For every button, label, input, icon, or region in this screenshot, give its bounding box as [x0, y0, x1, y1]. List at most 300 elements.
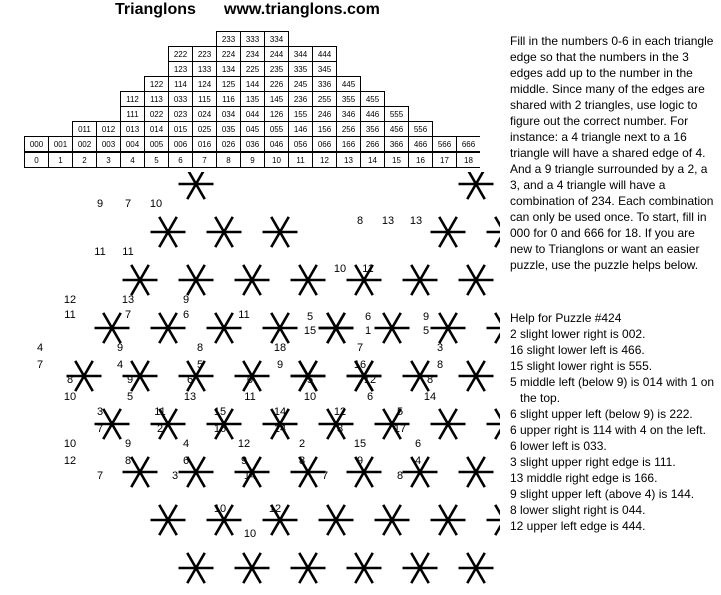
clue-number: 10	[149, 198, 163, 210]
clue-number: 4	[36, 342, 44, 354]
clue-number: 3	[436, 342, 444, 354]
combo-cell	[217, 62, 241, 77]
help-hint: 2 slight lower right is 002.	[510, 327, 646, 341]
sum-cell	[289, 153, 313, 168]
combo-value: 226	[269, 80, 284, 89]
combo-cell	[289, 92, 313, 107]
combo-value: 146	[293, 125, 308, 134]
clue-number: 5	[306, 374, 314, 386]
clue-number: 9	[276, 359, 284, 371]
sum-cell	[145, 153, 169, 168]
combo-cell	[145, 92, 169, 107]
sum-cell	[385, 153, 409, 168]
clue-number: 12	[237, 438, 251, 450]
combo-value: 466	[413, 140, 428, 149]
combo-value: 113	[150, 95, 163, 104]
combo-value: 000	[29, 140, 44, 149]
combo-value: 266	[365, 140, 380, 149]
clue-number: 16	[213, 423, 227, 435]
combo-value: 233	[221, 35, 236, 44]
clue-number: 14	[423, 391, 437, 403]
clue-number: 14	[273, 406, 287, 418]
clue-number: 3	[96, 406, 104, 418]
combo-value: 046	[269, 140, 284, 149]
combo-cell	[361, 92, 385, 107]
sum-cell	[97, 153, 121, 168]
combo-value: 156	[317, 125, 332, 134]
combo-value: 225	[245, 65, 260, 74]
combo-value: 055	[269, 125, 284, 134]
lattice-vertex	[180, 266, 212, 294]
combo-value: 035	[221, 125, 236, 134]
combo-cell	[121, 137, 145, 152]
lattice-vertex	[460, 172, 492, 198]
help-hint: 3 slight upper right edge is 111.	[510, 455, 676, 469]
clue-number: 9	[240, 455, 248, 467]
combo-cell	[25, 137, 49, 152]
combo-value: 014	[149, 125, 164, 134]
combo-value: 456	[389, 125, 404, 134]
combo-value: 245	[293, 80, 308, 89]
clue-number: 9	[124, 438, 132, 450]
combo-cell	[169, 107, 193, 122]
combo-cell	[337, 107, 361, 122]
combo-value: 016	[197, 140, 212, 149]
combo-cell	[193, 62, 217, 77]
lattice-vertex	[432, 218, 464, 246]
lattice-vertex	[180, 172, 212, 198]
combo-value: 015	[173, 125, 188, 134]
site-url: www.trianglons.com	[224, 1, 380, 18]
combo-value: 001	[53, 140, 68, 149]
clue-number: 8	[124, 455, 132, 467]
clue-number: 11	[362, 263, 374, 275]
clue-number: 18	[273, 342, 287, 354]
combo-cell	[241, 107, 265, 122]
combo-cell	[121, 122, 145, 137]
lattice-vertex	[376, 506, 408, 534]
sum-value: 4	[130, 156, 135, 165]
lattice-vertex	[236, 266, 268, 294]
combo-cell	[313, 62, 337, 77]
clue-number: 11	[154, 406, 166, 418]
lattice-vertex	[488, 314, 500, 342]
combo-value: 235	[269, 65, 284, 74]
sum-value: 14	[368, 156, 377, 165]
combo-cell	[313, 107, 337, 122]
combo-cell	[169, 47, 193, 62]
lattice-vertex	[460, 266, 492, 294]
combo-cell	[337, 92, 361, 107]
clue-number: 8	[436, 359, 444, 371]
combo-cell	[145, 107, 169, 122]
clue-number: 8	[396, 470, 404, 482]
lattice-vertex	[488, 218, 500, 246]
lattice-vertex	[432, 314, 464, 342]
combination-reference-table	[24, 31, 480, 168]
clue-number: 13	[409, 215, 423, 227]
combo-cell	[193, 47, 217, 62]
combo-value: 036	[245, 140, 260, 149]
help-hint: 8 lower slight right is 044.	[510, 503, 646, 517]
combo-value: 256	[341, 125, 356, 134]
clue-number: 9	[356, 455, 364, 467]
clue-number: 11	[122, 246, 134, 258]
combo-value: 144	[245, 80, 260, 89]
combo-value: 334	[269, 35, 284, 44]
combo-cell	[313, 47, 337, 62]
combo-cell	[217, 47, 241, 62]
lattice-vertex	[292, 458, 324, 486]
combo-cell	[121, 107, 145, 122]
combo-value: 013	[125, 125, 140, 134]
clue-number: 5	[196, 359, 204, 371]
combo-cell	[265, 32, 289, 47]
sum-cell	[121, 153, 145, 168]
combo-cell	[313, 122, 337, 137]
combo-cell	[241, 137, 265, 152]
sum-cell	[241, 153, 265, 168]
combo-value: 222	[173, 50, 188, 59]
sum-cell	[361, 153, 385, 168]
sum-value: 13	[344, 156, 353, 165]
combo-value: 244	[269, 50, 284, 59]
sum-value: 6	[178, 156, 183, 165]
clue-number: 7	[124, 309, 132, 321]
combo-value: 255	[317, 95, 332, 104]
combo-value: 556	[413, 125, 428, 134]
clue-number: 0	[246, 374, 254, 386]
combo-value: 566	[437, 140, 452, 149]
combo-cell	[73, 122, 97, 137]
clue-number: 12	[63, 455, 77, 467]
lattice-vertex	[488, 506, 500, 534]
sum-value: 18	[464, 156, 473, 165]
clue-number: 6	[182, 309, 190, 321]
lattice-vertex	[96, 314, 128, 342]
combo-value: 115	[198, 95, 211, 104]
clue-number: 10	[303, 391, 317, 403]
help-list	[510, 326, 718, 534]
clue-number: 9	[182, 294, 190, 306]
lattice-vertex	[152, 218, 184, 246]
clue-number: 10	[63, 438, 77, 450]
sum-value: 7	[202, 156, 207, 165]
combo-value: 012	[101, 125, 116, 134]
clue-number: 6	[182, 455, 190, 467]
combo-cell	[169, 62, 193, 77]
clue-number: 15	[353, 438, 367, 450]
combo-cell	[169, 92, 193, 107]
combo-value: 033	[173, 95, 188, 104]
combo-value: 135	[245, 95, 260, 104]
help-hint: 15 slight lower right is 555.	[510, 359, 653, 373]
combo-value: 234	[245, 50, 260, 59]
combo-cell	[337, 122, 361, 137]
combo-value: 236	[293, 95, 308, 104]
sum-value: 17	[440, 156, 449, 165]
clue-number: 11	[244, 391, 256, 403]
combo-value: 066	[317, 140, 332, 149]
combo-cell	[289, 107, 313, 122]
clue-number: 5	[126, 391, 134, 403]
lattice-vertex	[432, 506, 464, 534]
clue-number: 10	[243, 528, 257, 540]
combo-cell	[409, 137, 433, 152]
clue-number: 8	[356, 215, 364, 227]
clue-number: 4	[414, 455, 422, 467]
combo-cell	[193, 137, 217, 152]
help-hint: 13 middle right edge is 166.	[510, 471, 658, 485]
combo-cell	[169, 122, 193, 137]
clue-number: 13	[183, 391, 197, 403]
lattice-vertex	[432, 410, 464, 438]
puzzle-board	[0, 172, 500, 592]
combo-cell	[289, 77, 313, 92]
clue-number: 3	[171, 470, 179, 482]
combo-value: 022	[149, 110, 164, 119]
help-hint: 12 upper left edge is 444.	[510, 519, 646, 533]
combo-value: 044	[245, 110, 260, 119]
clue-number: 17	[393, 423, 407, 435]
combo-value: 005	[149, 140, 164, 149]
combo-value: 112	[126, 95, 139, 104]
combo-value: 002	[77, 140, 92, 149]
combo-value: 345	[317, 65, 332, 74]
combo-cell	[193, 92, 217, 107]
combo-value: 666	[461, 140, 476, 149]
lattice-vertex	[488, 410, 500, 438]
combo-cell	[433, 137, 457, 152]
lattice-vertex	[460, 362, 492, 390]
combo-value: 116	[222, 95, 235, 104]
combo-cell	[313, 92, 337, 107]
lattice-vertex	[292, 266, 324, 294]
lattice-vertex	[320, 506, 352, 534]
combo-value: 023	[173, 110, 188, 119]
combo-cell	[385, 137, 409, 152]
combo-value: 145	[269, 95, 284, 104]
clue-number: 7	[124, 198, 132, 210]
sum-cell	[73, 153, 97, 168]
sum-cell	[217, 153, 241, 168]
lattice-vertex	[404, 266, 436, 294]
clue-number: 11	[94, 246, 106, 258]
combo-value: 444	[317, 50, 332, 59]
sum-value: 2	[82, 156, 87, 165]
clue-number: 12	[63, 294, 77, 306]
combo-cell	[145, 122, 169, 137]
combo-cell	[193, 107, 217, 122]
clue-number: 10	[63, 391, 77, 403]
lattice-vertex	[404, 554, 436, 582]
clue-number: 12	[268, 503, 282, 515]
combo-cell	[217, 137, 241, 152]
sum-cell	[433, 153, 457, 168]
clue-number: 8	[426, 374, 434, 386]
combo-value: 134	[221, 65, 236, 74]
help-hint: 6 upper right is 114 with 4 on the left.	[510, 423, 706, 437]
combo-value: 336	[317, 80, 332, 89]
clue-number: 7	[356, 342, 364, 354]
combo-cell	[361, 122, 385, 137]
combo-value: 355	[341, 95, 356, 104]
clue-number: 15	[213, 406, 227, 418]
combo-value: 026	[221, 140, 236, 149]
clue-number: 11	[64, 309, 76, 321]
help-hint: 6 slight upper left (below 9) is 222.	[510, 407, 693, 421]
help-hint: 6 lower left is 033.	[510, 439, 607, 453]
sum-cell	[169, 153, 193, 168]
clue-number: 6	[366, 391, 374, 403]
clue-number: 8	[66, 374, 74, 386]
clue-number: 8	[336, 423, 344, 435]
combo-value: 056	[293, 140, 308, 149]
combo-cell	[313, 137, 337, 152]
combo-value: 114	[174, 80, 187, 89]
combo-cell	[49, 137, 73, 152]
lattice-vertex	[264, 314, 296, 342]
combo-value: 025	[197, 125, 212, 134]
combo-cell	[241, 62, 265, 77]
clue-number: 5	[396, 406, 404, 418]
sum-cell	[313, 153, 337, 168]
combo-value: 333	[245, 35, 260, 44]
lattice-vertex	[264, 218, 296, 246]
clue-number: 4	[116, 359, 124, 371]
clue-number: 7	[96, 470, 104, 482]
combo-cell	[145, 137, 169, 152]
combo-cell	[169, 137, 193, 152]
lattice-vertex	[236, 554, 268, 582]
clue-number: 12	[363, 374, 377, 386]
combo-value: 133	[197, 65, 212, 74]
sum-value: 11	[296, 156, 305, 165]
combo-value: 111	[126, 110, 139, 119]
lattice-vertex	[208, 218, 240, 246]
sum-value: 8	[226, 156, 231, 165]
page-title: Trianglons	[115, 1, 196, 18]
clue-number: 10	[213, 503, 227, 515]
sum-cell	[25, 153, 49, 168]
clue-number: 2	[156, 423, 164, 435]
combo-value: 223	[197, 50, 212, 59]
clue-number: 10	[333, 263, 347, 275]
combo-value: 344	[293, 50, 308, 59]
sum-value: 10	[272, 156, 281, 165]
clue-number: 14	[243, 470, 257, 482]
combo-cell	[217, 77, 241, 92]
combo-cell	[217, 32, 241, 47]
combo-value: 335	[293, 65, 308, 74]
combo-value: 155	[293, 110, 308, 119]
combo-cell	[241, 32, 265, 47]
combo-cell	[265, 122, 289, 137]
clue-number: 8	[196, 342, 204, 354]
combo-cell	[385, 107, 409, 122]
lattice-vertex	[348, 554, 380, 582]
lattice-vertex	[152, 314, 184, 342]
sum-value: 16	[416, 156, 425, 165]
combo-cell	[289, 47, 313, 62]
combo-value: 125	[221, 80, 236, 89]
clue-number: 9	[96, 198, 104, 210]
combo-cell	[193, 77, 217, 92]
combo-cell	[241, 47, 265, 62]
combo-cell	[73, 137, 97, 152]
sum-cell	[457, 153, 481, 168]
combo-value: 246	[317, 110, 332, 119]
combo-value: 126	[269, 110, 284, 119]
clue-number: 13	[381, 215, 395, 227]
lattice-vertex	[320, 314, 352, 342]
combo-cell	[265, 92, 289, 107]
sum-cell	[409, 153, 433, 168]
clue-number: 9	[116, 342, 124, 354]
clue-number: 7	[36, 359, 44, 371]
sum-value: 15	[392, 156, 401, 165]
clue-number: 1	[364, 325, 372, 337]
combo-value: 003	[101, 140, 116, 149]
lattice-vertex	[460, 554, 492, 582]
combo-value: 006	[173, 140, 188, 149]
combo-value: 011	[78, 125, 91, 134]
combo-cell	[217, 122, 241, 137]
help-hint: 9 slight upper left (above 4) is 144.	[510, 487, 695, 501]
sum-value: 1	[58, 156, 63, 165]
lattice-vertex	[208, 314, 240, 342]
combo-cell	[241, 92, 265, 107]
combo-value: 346	[341, 110, 356, 119]
combo-cell	[361, 137, 385, 152]
combo-value: 004	[125, 140, 140, 149]
combo-value: 124	[197, 80, 212, 89]
combo-value: 122	[149, 80, 164, 89]
clue-number: 6	[364, 311, 372, 323]
combo-cell	[385, 122, 409, 137]
combo-cell	[409, 122, 433, 137]
combo-value: 034	[221, 110, 236, 119]
lattice-vertex	[292, 554, 324, 582]
sum-cell	[193, 153, 217, 168]
help-hint: 5 middle left (below 9) is 014 with 1 on the top.	[510, 375, 715, 405]
sum-value: 5	[154, 156, 159, 165]
help-title: Help for Puzzle #424	[510, 311, 622, 325]
combo-cell	[265, 77, 289, 92]
clue-number: 13	[121, 294, 135, 306]
clue-number: 11	[238, 309, 250, 321]
clue-number: 8	[298, 455, 306, 467]
combo-cell	[145, 77, 169, 92]
combo-value: 455	[365, 95, 380, 104]
combo-cell	[217, 92, 241, 107]
sum-value: 0	[34, 156, 39, 165]
combo-cell	[97, 137, 121, 152]
combo-cell	[265, 62, 289, 77]
combo-value: 555	[389, 110, 404, 119]
combo-value: 224	[221, 50, 236, 59]
combo-cell	[193, 122, 217, 137]
combo-value: 356	[365, 125, 380, 134]
combo-cell	[169, 77, 193, 92]
clue-number: 7	[96, 423, 104, 435]
sum-value: 3	[106, 156, 111, 165]
clue-number: 5	[306, 311, 314, 323]
combo-value: 045	[245, 125, 260, 134]
clue-number: 9	[126, 374, 134, 386]
combo-value: 123	[173, 65, 188, 74]
sum-cell	[265, 153, 289, 168]
